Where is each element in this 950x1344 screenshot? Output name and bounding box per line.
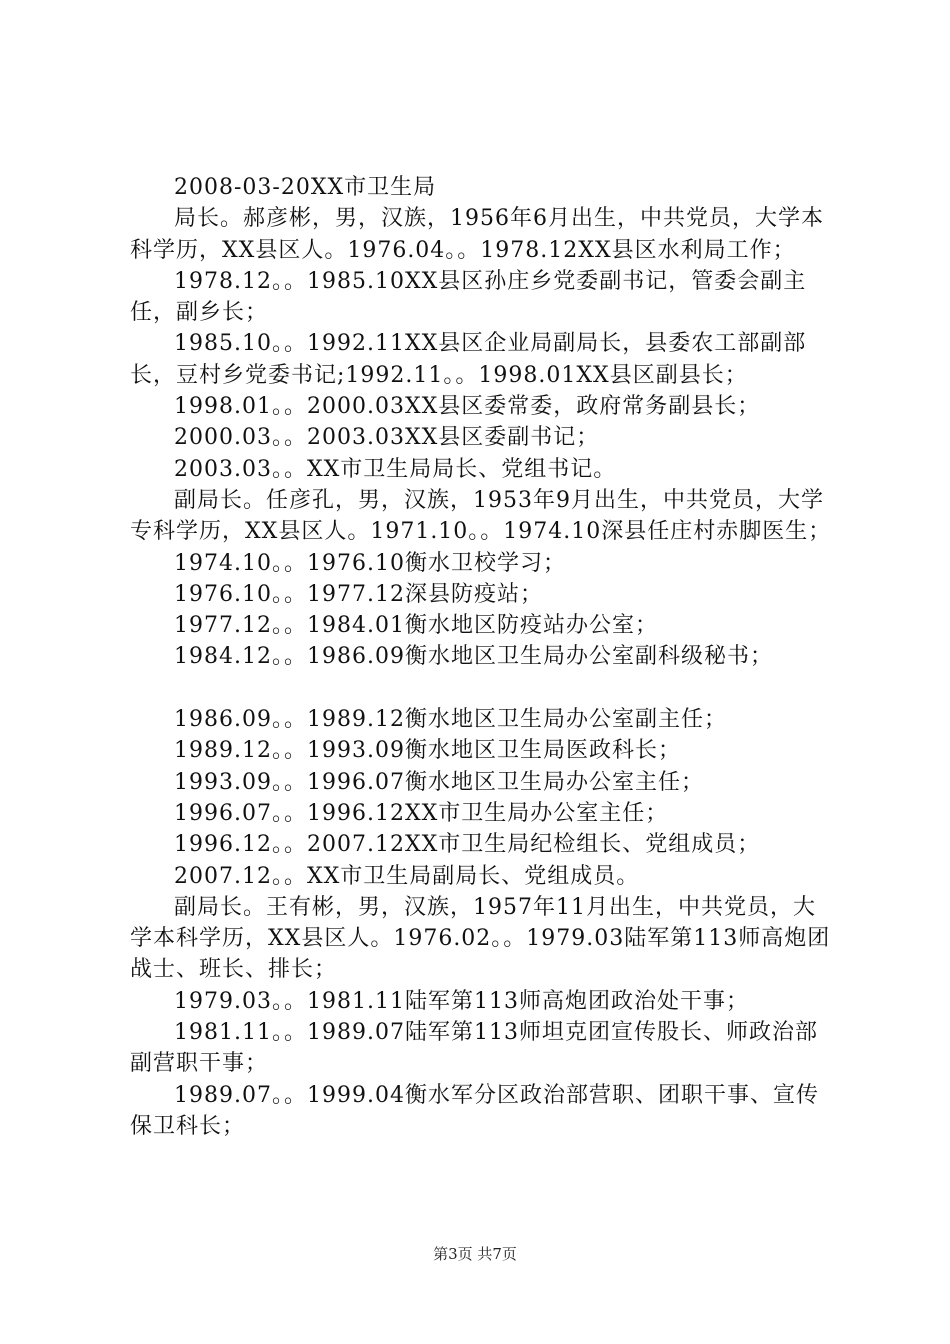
page-number-footer: 第3页 共7页 (433, 1245, 517, 1263)
paragraph-deputy2-career: 1981.11。。1989.07陆军第113师坦克团宣传股长、师政治部副营职干事； (130, 1020, 818, 1077)
paragraph-deputy1-career: 1984.12。。1986.09衡水地区卫生局办公室副科级秘书； (174, 644, 773, 670)
blank-line (130, 673, 835, 704)
paragraph-deputy1-career: 1974.10。。1976.10衡水卫校学习； (174, 550, 566, 576)
document-body (130, 172, 835, 1142)
paragraph-deputy1-career: 1977.12。。1984.01衡水地区防疫站办公室； (174, 613, 658, 639)
paragraph-deputy1-career: 1996.07。。1996.12XX市卫生局办公室主任； (174, 800, 669, 826)
paragraph-deputy1-career: 1976.10。。1977.12深县防疫站； (174, 581, 543, 607)
paragraph-director-career: 2000.03。。2003.03XX县区委副书记； (174, 425, 600, 451)
paragraph-deputy1-career: 1996.12。。2007.12XX市卫生局纪检组长、党组成员； (174, 832, 761, 858)
paragraph-deputy1-career: 2007.12。。XX市卫生局副局长、党组成员。 (174, 863, 640, 889)
paragraph-director-career: 1978.12。。1985.10XX县区孙庄乡党委副书记，管委会副主任，副乡长； (130, 268, 807, 326)
paragraph-deputy2-intro: 副局长。王有彬，男，汉族，1957年11月出生，中共党员，大学本科学历，XX县区人。1976.02。。1979.03陆军第113师高炮团战士、班长、排长； (130, 894, 831, 983)
paragraph-deputy1-intro: 副局长。任彦孔，男，汉族，1953年9月出生，中共党员，大学专科学历，XX县区人。1971.10。。1974.10深县任庄村赤脚医生； (130, 487, 832, 545)
paragraph-director-career: 1998.01。。2000.03XX县区委常委，政府常务副县长； (174, 394, 761, 420)
paragraph-deputy1-career: 1986.09。。1989.12衡水地区卫生局办公室副主任； (174, 707, 727, 733)
paragraph-deputy1-career: 1989.12。。1993.09衡水地区卫生局医政科长； (174, 738, 681, 764)
paragraph-director-intro: 局长。郝彦彬，男，汉族，1956年6月出生，中共党员，大学本科学历，XX县区人。1976.04。。1978.12XX县区水利局工作； (130, 206, 824, 263)
paragraph-deputy2-career: 1989.07。。1999.04衡水军分区政治部营职、团职干事、宣传保卫科长； (130, 1082, 819, 1139)
paragraph-deputy1-career: 1993.09。。1996.07衡水地区卫生局办公室主任； (174, 769, 704, 795)
paragraph-director-career: 2003.03。。XX市卫生局局长、党组书记。 (174, 456, 617, 482)
paragraph-director-career: 1985.10。。1992.11XX县区企业局副局长，县委农工部副部长，豆村乡党委书记;1992.11。。1998.01XX县区副县长； (130, 331, 807, 388)
paragraph-date-title: 2008-03-20XX市卫生局 (174, 175, 437, 200)
paragraph-deputy2-career: 1979.03。。1981.11陆军第113师高炮团政治处干事； (174, 988, 749, 1014)
